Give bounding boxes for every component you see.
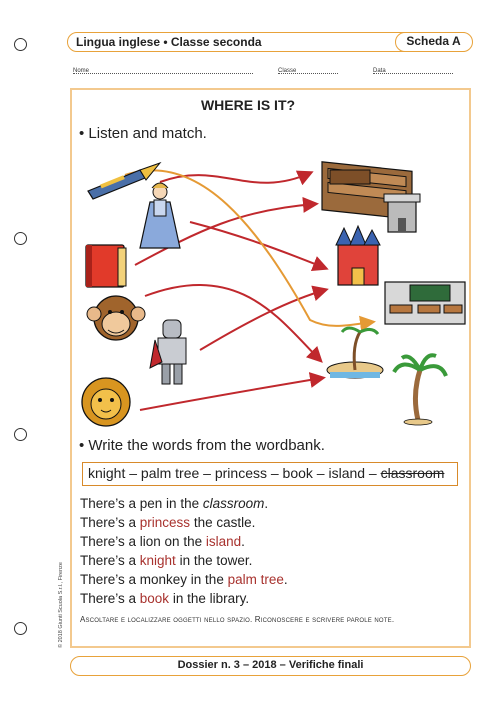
header-title: Lingua inglese • Classe seconda xyxy=(76,35,262,49)
sentence-text: . xyxy=(241,534,245,549)
sentence-answer[interactable]: book xyxy=(139,591,170,606)
sentence-text: There’s a xyxy=(80,515,140,530)
sheet-label: Scheda A xyxy=(395,32,473,52)
pen-icon xyxy=(88,163,160,199)
sentence-text: in the tower. xyxy=(175,553,253,568)
sentence xyxy=(80,496,268,511)
match-arrow xyxy=(200,290,325,350)
island-icon xyxy=(327,328,383,378)
classroom-icon xyxy=(385,282,465,324)
tower-icon xyxy=(384,194,420,232)
wordbank-crossed-word: classroom xyxy=(380,465,445,481)
footer-bar xyxy=(70,656,471,676)
sentence xyxy=(80,591,249,606)
match-arrow xyxy=(160,173,310,183)
sentence-text: There’s a xyxy=(80,591,140,606)
lion-icon xyxy=(82,378,130,426)
sentence-answer[interactable]: knight xyxy=(139,553,176,568)
wordbank xyxy=(82,462,458,486)
sentence-answer[interactable]: princess xyxy=(139,515,191,530)
sentence-text: . xyxy=(283,572,288,587)
sentence-text: There’s a monkey in the xyxy=(80,572,228,587)
worksheet-title: WHERE IS IT? xyxy=(200,97,296,113)
sentence-text: the castle. xyxy=(190,515,256,530)
monkey-icon xyxy=(87,296,145,340)
date-label: Data xyxy=(373,68,386,74)
knight-icon xyxy=(150,320,186,384)
learning-objective: Ascoltare e localizzare oggetti nello spazio. Riconoscere e scrivere parole note. xyxy=(80,615,395,624)
copyright-notice: © 2018 Giunti Scuola S.r.l., Firenze xyxy=(58,562,64,648)
sentence-text: There’s a xyxy=(80,553,140,568)
castle-icon xyxy=(336,226,380,285)
name-label: Nome xyxy=(73,68,90,74)
sentence xyxy=(80,553,252,568)
sentence-text: There’s a lion on the xyxy=(80,534,206,549)
sentence-text: . xyxy=(264,496,269,511)
book-icon xyxy=(86,245,126,287)
instruction-listen: • Listen and match. xyxy=(79,125,207,142)
sentence-answer[interactable]: palm tree xyxy=(227,572,284,587)
wordbank-words: knight – palm tree – princess – book – island – xyxy=(88,465,381,481)
sentence xyxy=(80,572,288,587)
sentence xyxy=(80,534,245,549)
sentence-answer[interactable]: island xyxy=(205,534,242,549)
instruction-write: • Write the words from the wordbank. xyxy=(79,437,325,454)
sentence-text: in the library. xyxy=(169,591,250,606)
sentence-example-word: classroom xyxy=(202,496,265,511)
class-label: Classe xyxy=(278,68,297,74)
palm-tree-icon xyxy=(394,355,446,425)
footer-text: Dossier n. 3 – 2018 – Verifiche finali xyxy=(177,659,364,671)
princess-icon xyxy=(140,183,180,248)
sentence xyxy=(80,515,255,530)
sentence-text: There’s a pen in the xyxy=(80,496,203,511)
